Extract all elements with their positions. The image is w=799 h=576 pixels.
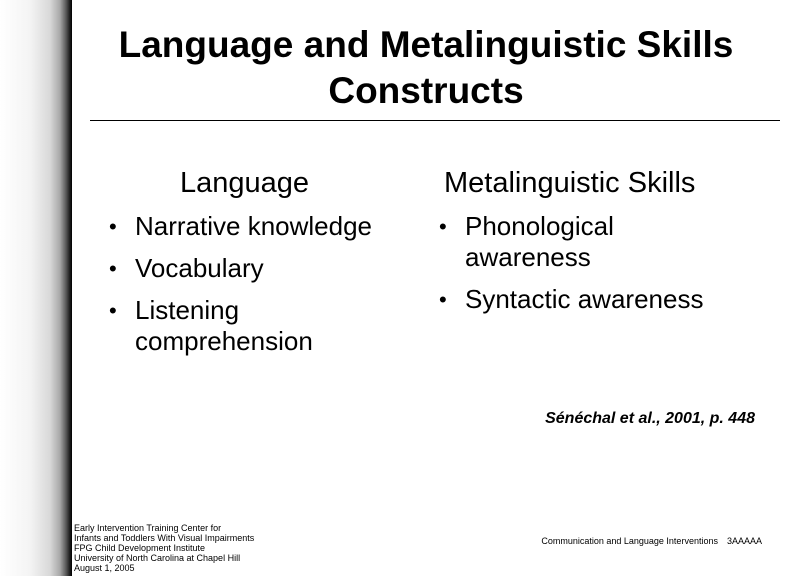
metalinguistic-heading: Metalinguistic Skills [444, 167, 696, 199]
footer-institution-info [74, 523, 254, 573]
bullet-dot-icon: • [439, 287, 447, 312]
slide-title-line2: Constructs [328, 70, 524, 111]
list-item [109, 211, 409, 242]
language-bullet-list [109, 211, 409, 368]
bullet-dot-icon: • [109, 256, 117, 281]
list-item [439, 211, 665, 273]
slide-title-line1: Language and Metalinguistic Skills [118, 24, 734, 65]
list-item [109, 295, 345, 357]
slide-sidebar-gradient [0, 0, 72, 576]
bullet-text: Listening comprehension [135, 295, 313, 356]
footer-slide-code: 3AAAAA [726, 536, 762, 546]
footer-line: Early Intervention Training Center for [74, 523, 222, 533]
list-item [439, 284, 739, 315]
bullet-text: Phonological awareness [465, 211, 614, 272]
bullet-dot-icon: • [109, 298, 117, 323]
footer-line: FPG Child Development Institute [74, 543, 206, 553]
citation: Sénéchal et al., 2001, p. 448 [545, 410, 755, 427]
footer-line: August 1, 2005 [74, 563, 135, 573]
slide-title [72, 22, 780, 114]
footer-course-info [541, 536, 762, 546]
list-item [109, 253, 409, 284]
footer-line: Infants and Toddlers With Visual Impairments [74, 533, 255, 543]
metalinguistic-bullet-list [439, 211, 739, 326]
bullet-dot-icon: • [109, 214, 117, 239]
bullet-text: Vocabulary [135, 253, 264, 283]
bullet-text: Syntactic awareness [465, 284, 704, 314]
language-heading: Language [180, 167, 310, 199]
title-divider [90, 120, 780, 121]
bullet-text: Narrative knowledge [135, 211, 373, 241]
footer-line: University of North Carolina at Chapel Hill [74, 553, 241, 563]
footer-course-name: Communication and Language Interventions [541, 536, 718, 546]
bullet-dot-icon: • [439, 214, 447, 239]
